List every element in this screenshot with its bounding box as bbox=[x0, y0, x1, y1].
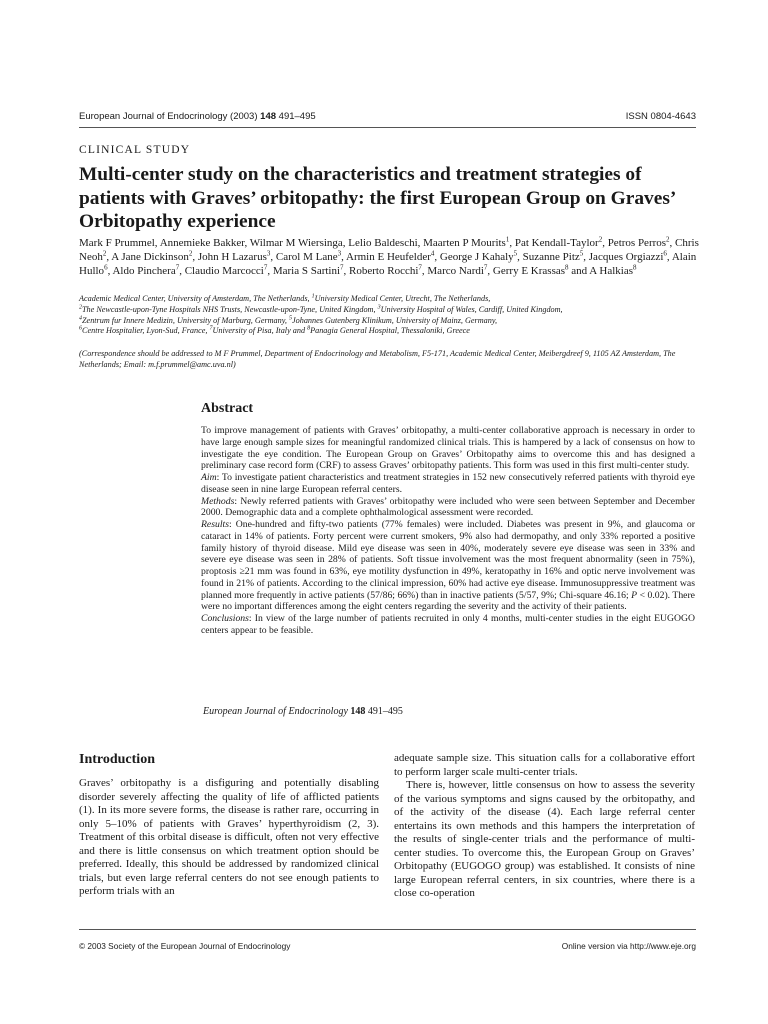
abstract-section bbox=[201, 401, 695, 637]
author-name: Annemieke Bakker bbox=[159, 237, 245, 249]
author-affiliation-mark: 7 bbox=[418, 263, 422, 272]
abstract-heading: Abstract bbox=[201, 401, 254, 416]
author-affiliation-mark: 7 bbox=[483, 263, 488, 272]
abstract-intro: To improve management of patients with Graves’ orbitopathy, a multi-center collaborative approach is necessary in order to have large enough sample sizes for meaningful randomized clinical trials. This is hampered by a lack of consensus on how to investigate the eye condition. The European Group on Graves’ Orbitopathy aims to overcome this and has designed a preliminary case record form (CRF) to assess Graves’ orbitopathy patients. This form was used in this first multi-center study. bbox=[201, 425, 695, 472]
intro-paragraph-1: Graves’ orbitopathy is a disfiguring and potentially disabling disorder severely affecting the quality of life of afflicted patients (1). In its more severe forms, the disease is rather rare, occurring in only 5–10% of patients with Graves’ hyperthyroidism (2, 3). Treatment of this orbital disease is difficult, often not very effective and there is little consensus on which treatment option should be preferred. Ideally, this should be addressed by randomized clinical trials, but even large referral centers do not see enough patients to perform trials with an bbox=[79, 777, 379, 897]
affiliation-text: University Medical Center, Utrecht, The Netherlands, bbox=[314, 294, 491, 303]
author-name: Roberto Rocchi bbox=[349, 265, 419, 278]
header-divider bbox=[79, 127, 696, 128]
results-label: Results bbox=[201, 519, 229, 530]
introduction-heading: Introduction bbox=[79, 752, 155, 767]
citation-journal: European Journal of Endocrinology bbox=[203, 706, 348, 717]
author-affiliation-mark: 8 bbox=[633, 263, 637, 272]
citation-volume: 148 bbox=[350, 706, 366, 717]
methods-label: Methods bbox=[201, 495, 235, 507]
affiliation-text: Panagia General Hospital, Thessaloniki, Greece bbox=[310, 326, 470, 336]
author-name: Armin E Heufelder bbox=[346, 251, 431, 264]
author-affiliation-mark: 1 bbox=[505, 235, 510, 244]
author-name: Petros Perros bbox=[607, 237, 667, 249]
author-affiliation-mark: 3 bbox=[337, 249, 342, 258]
author-affiliation-mark: 2 bbox=[188, 249, 193, 258]
author-affiliation-mark: 5 bbox=[513, 249, 518, 258]
intro-paragraph-continued: adequate sample size. This situation calls for a collaborative effort to perform larger scale multi-center trials. bbox=[394, 752, 695, 778]
affiliation-mark: 4 bbox=[79, 314, 82, 321]
author-name: Alain Hullo bbox=[79, 251, 697, 278]
abstract-conclusions bbox=[201, 613, 695, 637]
conclusions-label: Conclusions bbox=[201, 613, 249, 624]
author-name: Marco Nardi bbox=[427, 265, 484, 278]
author-name: Chris Neoh bbox=[79, 237, 699, 264]
author-affiliation-mark: 7 bbox=[340, 263, 344, 272]
article-title: Multi-center study on the characteristics and treatment strategies of patients with Graves’ orbitopathy: the first European Group on Graves’ Orbitopathy experience bbox=[79, 164, 675, 232]
author-affiliation-mark: 7 bbox=[175, 263, 180, 272]
author-name: Wilmar M Wiersinga bbox=[249, 237, 343, 249]
affiliation-mark: 3 bbox=[377, 304, 381, 311]
left-column bbox=[79, 752, 379, 899]
author-name: Gerry E Krassas bbox=[492, 265, 566, 278]
author-affiliation-mark: 6 bbox=[663, 249, 667, 258]
affiliation-text: University of Pisa, Italy and bbox=[212, 326, 308, 336]
copyright: © 2003 Society of the European Journal of Endocrinology bbox=[79, 941, 291, 951]
journal-reference bbox=[79, 111, 316, 122]
footer-divider bbox=[79, 929, 696, 930]
affiliation-text: Zentrum fur Innere Medizin, University of Marburg, Germany, bbox=[82, 315, 290, 325]
affiliation-mark: 2 bbox=[79, 304, 82, 311]
right-column bbox=[394, 752, 695, 901]
online-version: Online version via http://www.eje.org bbox=[561, 941, 696, 951]
author-name: Carol M Lane bbox=[275, 251, 338, 264]
affiliation-mark: 5 bbox=[289, 314, 293, 321]
p-value-symbol: P bbox=[631, 589, 638, 601]
affiliation-mark: 1 bbox=[311, 293, 315, 300]
affiliation-text: Centre Hospitalier, Lyon-Sud, France, bbox=[82, 326, 210, 336]
affiliation-mark: 8 bbox=[307, 325, 311, 332]
abstract-methods bbox=[201, 496, 695, 520]
abstract-results bbox=[201, 519, 695, 613]
author-affiliation-mark: 7 bbox=[263, 263, 268, 272]
aim-label: Aim bbox=[201, 472, 217, 483]
aim-text: : To investigate patient characteristics and treatment strategies in 152 new consecutively referred patients with thyroid eye disease seen in nine large European referral centers. bbox=[201, 472, 695, 495]
abstract-body bbox=[201, 425, 695, 637]
author-name: Maarten P Mourits bbox=[423, 237, 506, 249]
author-name: Mark F Prummel bbox=[79, 237, 155, 249]
conclusions-text: : In view of the large number of patients recruited in only 4 months, multi-center studies in the eight EUGOGO centers appear to be feasible. bbox=[201, 613, 695, 636]
author-affiliation-mark: 2 bbox=[102, 249, 107, 258]
affiliation-text: The Newcastle-upon-Tyne Hospitals NHS Trusts, Newcastle-upon-Tyne, United Kingdom, bbox=[82, 304, 378, 314]
author-name: Suzanne Pitz bbox=[522, 251, 580, 264]
affiliation-text: Johannes Gutenberg Klinikum, University of Mainz, Germany, bbox=[292, 315, 498, 325]
journal-pages: 491–495 bbox=[276, 111, 316, 122]
author-name: Lelio Baldeschi bbox=[348, 237, 418, 249]
author-affiliation-mark: 3 bbox=[266, 249, 271, 258]
author-name: Maria S Sartini bbox=[272, 265, 341, 278]
author-name: Claudio Marcocci bbox=[184, 265, 264, 278]
citation-line bbox=[203, 706, 403, 717]
author-affiliation-mark: 4 bbox=[430, 249, 435, 258]
author-name: John H Lazarus bbox=[197, 251, 267, 264]
author-name: A Jane Dickinson bbox=[111, 251, 189, 264]
author-affiliation-mark: 2 bbox=[598, 235, 603, 244]
author-affiliation-mark: 5 bbox=[579, 249, 584, 258]
citation-pages: 491–495 bbox=[367, 706, 403, 717]
author-name: A Halkias bbox=[589, 265, 633, 278]
author-affiliation-mark: 6 bbox=[104, 263, 108, 272]
results-text-end: < 0.02). There were no important differences among the eight centers regarding the severity and the activity of their patients. bbox=[201, 589, 695, 613]
affiliation-mark: 7 bbox=[209, 325, 213, 332]
affiliation-text: University Hospital of Wales, Cardiff, United Kingdom, bbox=[380, 304, 563, 314]
author-name: Jacques Orgiazzi bbox=[588, 251, 664, 264]
author-name: Pat Kendall-Taylor bbox=[514, 237, 599, 249]
correspondence-note: (Correspondence should be addressed to M F Prummel, Department of Endocrinology and Metabolism, F5-171, Academic Medical Center, Meibergdreef 9, 1105 AZ Amsterdam, The Netherlands; Email: m.f.prummel@amc.uva.nl) bbox=[79, 349, 676, 369]
affiliations bbox=[79, 294, 699, 337]
author-name: Aldo Pinchera bbox=[112, 265, 176, 278]
author-name: George J Kahaly bbox=[439, 251, 514, 264]
author-affiliation-mark: 2 bbox=[666, 235, 670, 244]
methods-text: : Newly referred patients with Graves’ orbitopathy were included who were seen between September and December 2000. Demographic data and a complete ophthalmological assessment were recorded. bbox=[201, 495, 695, 519]
results-text: : One-hundred and fifty-two patients (77% females) were included. Diabetes was present in 9%, and glaucoma or cataract in 14% of patients. Forty percent were current smokers, 9% also had dermopathy, and only 33% reported a positive family history of thyroid disease. Mild eye disease was seen in 40%, moderately severe eye disease was seen in 33% and severe eye disease was seen in 28% of patients. Soft tissue involvement was the most frequent abnormality (seen in 75%), proptosis ≥21 mm was found in 63%, eye motility dysfunction in 49%, keratopathy in 16% and optic nerve involvement was found in 21% of patients. According to the clinical impression, 60% had active eye disease. Immunosuppressive treatment was planned more frequently in active patients (57/86; 66%) than in inactive patients (5/57, 9%; Chi-square 46.16; bbox=[201, 519, 695, 601]
affiliation-text: Academic Medical Center, University of Amsterdam, The Netherlands, bbox=[79, 294, 312, 303]
author-list: Mark F Prummel, Annemieke Bakker, Wilmar M Wiersinga, Lelio Baldeschi, Maarten P Mourits$^1$, Pat Kendall-Taylor$^2$, Petros Perros$^2$, Chris Neoh$^2$, A Jane Dickinson$^2$, John H Lazarus$^3$, Carol M Lane$^3$, Armin E Heufelder$^4$, George J Kahaly$^5$, Suzanne Pitz$^5$, Jacques Orgiazzi$^6$, Alain Hullo$^6$, Aldo Pinchera$^7$, Claudio Marcocci$^7$, Maria S Sartini$^7$, Roberto Rocchi$^7$, Marco Nardi$^7$, Gerry E Krassas$^8$ and A Halkias$^8$ bbox=[79, 235, 699, 278]
author-affiliation-mark: 8 bbox=[565, 263, 569, 272]
journal-volume: 148 bbox=[260, 111, 277, 122]
abstract-aim bbox=[201, 472, 695, 496]
issn: ISSN 0804-4643 bbox=[625, 111, 696, 122]
intro-paragraph-2: There is, however, little consensus on how to assess the severity of the various symptoms and signs caused by the orbitopathy, and of the activity of the disease (4). Each large referral center entertains its own methods and this hampers the interpretation of the results of single-center trials and the performance of multi-center studies. To overcome this, the European Group on Graves’ Orbitopathy (EUGOGO group) was established. It consists of nine large European referral centers, in six countries, where there is a close co-operation bbox=[394, 779, 695, 899]
section-label: CLINICAL STUDY bbox=[79, 144, 191, 156]
affiliation-mark: 6 bbox=[79, 325, 82, 332]
journal-name: European Journal of Endocrinology (2003) bbox=[79, 111, 261, 122]
